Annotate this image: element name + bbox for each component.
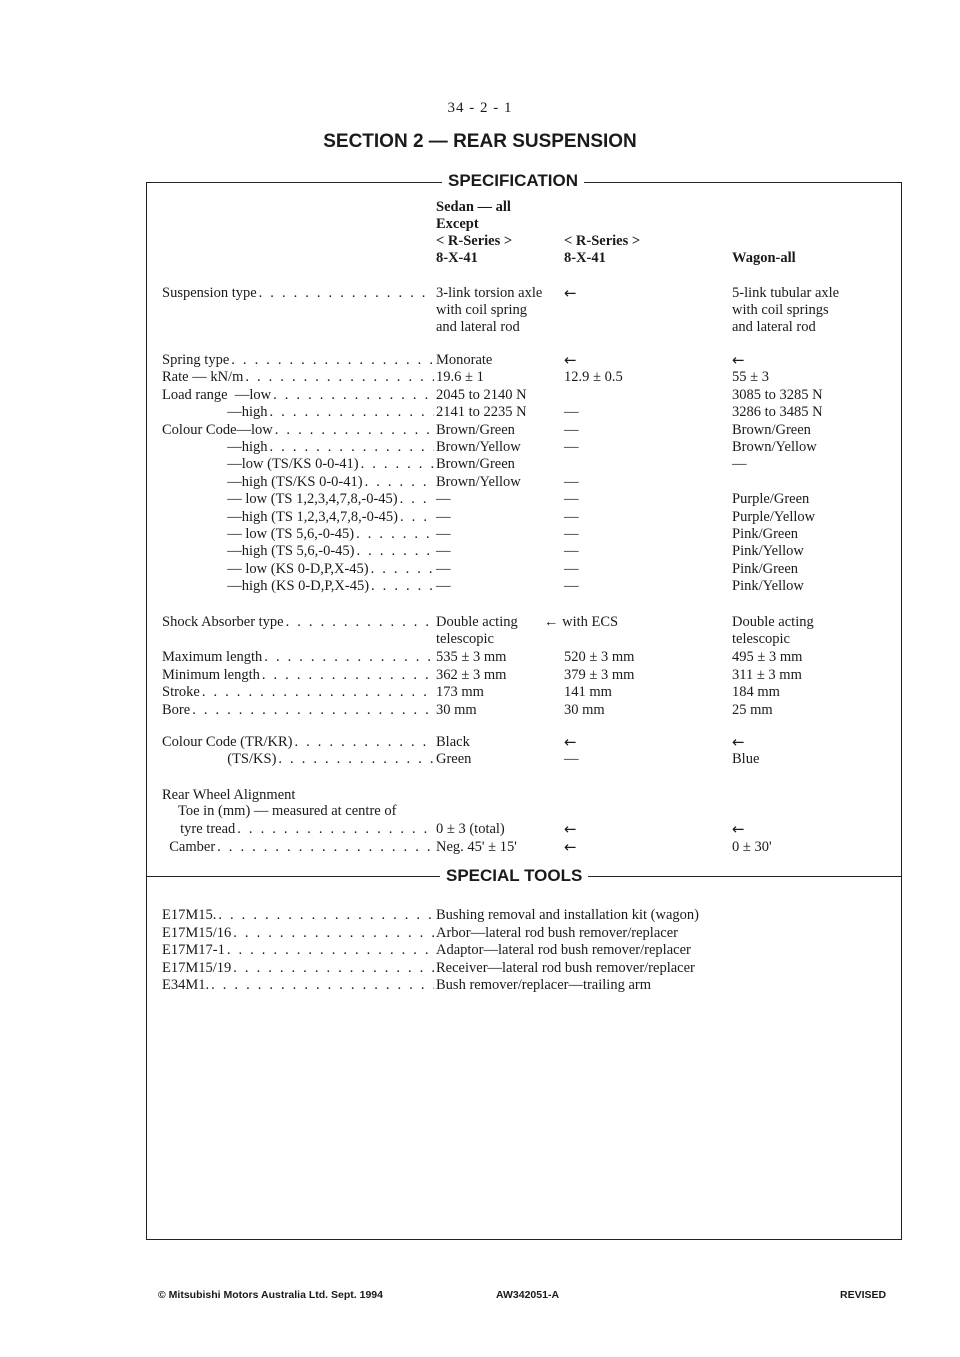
- col-header-1-line: < R-Series >: [436, 233, 513, 249]
- spec-label: —high (KS 0-D,P,X-45) . . .: [162, 578, 434, 595]
- same-as-arrow-icon: ←: [564, 733, 577, 751]
- tool-description: Arbor—lateral rod bush remover/replacer: [436, 924, 678, 941]
- spec-value: 311 ± 3 mm: [732, 666, 802, 683]
- spec-value: 2141 to 2235 N: [436, 404, 527, 421]
- spec-value: 520 ± 3 mm: [564, 649, 635, 665]
- col-header-1-line: Sedan — all: [436, 199, 511, 215]
- spec-label: —high (TS 5,6,-0-45) . . .: [162, 543, 434, 560]
- spec-label: — low (TS 5,6,-0-45) . . .: [162, 526, 434, 543]
- tool-code: E17M17-1 . . .: [162, 942, 434, 959]
- spec-value: telescopic: [732, 631, 790, 647]
- spec-value: 55 ± 3: [732, 369, 769, 386]
- spec-label: —high . . .: [162, 439, 434, 456]
- spec-value: Pink/Yellow: [732, 578, 804, 595]
- spec-value: Purple/Yellow: [732, 508, 816, 525]
- spec-value: 12.9 ± 0.5: [564, 369, 623, 386]
- tool-description: Adaptor—lateral rod bush remover/replacer: [436, 942, 691, 958]
- spec-value: —: [564, 543, 579, 560]
- footer-revised: REVISED: [840, 1289, 887, 1301]
- spec-value: —: [564, 751, 579, 767]
- spec-value: 30 mm: [436, 701, 477, 718]
- spec-value: 0 ± 30': [732, 839, 772, 855]
- spec-value: —: [564, 404, 579, 421]
- spec-label: —high . . .: [162, 404, 434, 421]
- spec-value: —: [564, 526, 579, 542]
- spec-value: 3286 to 3485 N: [732, 404, 823, 421]
- spec-value: 173 mm: [436, 684, 484, 700]
- spec-value: —: [436, 578, 451, 595]
- spec-value: —: [436, 560, 451, 577]
- spec-value: and lateral rod: [436, 319, 520, 335]
- spec-value: Brown/Green: [732, 421, 811, 438]
- same-as-arrow-icon: ←: [732, 733, 745, 751]
- spec-label: Bore . . .: [162, 702, 434, 719]
- spec-value: 3085 to 3285 N: [732, 386, 823, 403]
- tool-code: E34M1. . . .: [162, 977, 434, 994]
- spec-label: Rate — kN/m . . .: [162, 369, 434, 386]
- tools-heading: SPECIAL TOOLS: [440, 866, 588, 886]
- tool-code: E17M15. . . .: [162, 907, 434, 924]
- tool-description: Bush remover/replacer—trailing arm: [436, 977, 652, 993]
- footer-doc-code: AW342051-A: [496, 1289, 560, 1301]
- spec-value: 25 mm: [732, 701, 773, 718]
- spec-heading: SPECIFICATION: [442, 171, 584, 191]
- spec-value: Pink/Green: [732, 526, 799, 542]
- spec-value: Brown/Green: [436, 421, 515, 438]
- toe-intro: Toe in (mm) — measured at centre of: [178, 803, 397, 819]
- spec-value: 5-link tubular axle: [732, 285, 840, 301]
- spec-value: Neg. 45' ± 15': [436, 839, 517, 855]
- spec-label: —high (TS/KS 0-0-41) . . .: [162, 474, 434, 491]
- spec-value: 379 ± 3 mm: [564, 666, 635, 683]
- spec-value: Black: [436, 734, 470, 750]
- spec-value: 2045 to 2140 N: [436, 386, 527, 403]
- col-header-3: Wagon-all: [732, 250, 796, 266]
- spec-value: Blue: [732, 751, 760, 767]
- spec-value: Brown/Green: [436, 456, 515, 473]
- spec-value: —: [436, 508, 451, 525]
- spec-label: Spring type . . .: [162, 352, 434, 369]
- spec-value: —: [732, 456, 747, 473]
- spec-label: — low (TS 1,2,3,4,7,8,-0-45) . . .: [162, 491, 434, 508]
- spec-value: —: [564, 421, 579, 438]
- spec-value: Double acting: [436, 614, 518, 630]
- spec-value: 0 ± 3 (total): [436, 821, 505, 837]
- spec-value: Brown/Yellow: [436, 439, 521, 455]
- spec-value: Brown/Yellow: [436, 473, 521, 490]
- same-as-arrow-icon: ←: [564, 838, 577, 856]
- spec-value: 141 mm: [564, 684, 612, 700]
- spec-label: Maximum length . . .: [162, 649, 434, 666]
- page-number: 34 - 2 - 1: [447, 100, 513, 116]
- spec-value: Pink/Green: [732, 560, 799, 577]
- tool-description: Bushing removal and installation kit (wagon): [436, 907, 699, 923]
- spec-value: 362 ± 3 mm: [436, 666, 507, 683]
- spec-value: and lateral rod: [732, 319, 816, 335]
- spec-value: —: [564, 578, 579, 595]
- spec-label: tyre tread . . .: [162, 821, 434, 838]
- spec-value: with coil springs: [732, 302, 829, 318]
- spec-label: Shock Absorber type . . .: [162, 614, 434, 631]
- spec-value: 19.6 ± 1: [436, 369, 484, 386]
- spec-value: —: [436, 543, 451, 560]
- tool-description: Receiver—lateral rod bush remover/replacer: [436, 959, 695, 976]
- spec-value: ← with ECS: [544, 614, 619, 630]
- spec-label: — low (KS 0-D,P,X-45) . . .: [162, 561, 434, 578]
- spec-label: Camber . . .: [162, 839, 434, 856]
- spec-value: 495 ± 3 mm: [732, 649, 803, 665]
- footer-copyright: © Mitsubishi Motors Australia Ltd. Sept. 1994: [158, 1289, 383, 1301]
- spec-label: Minimum length . . .: [162, 667, 434, 684]
- spec-value: 184 mm: [732, 684, 780, 700]
- spec-value: Pink/Yellow: [732, 543, 804, 560]
- spec-value: 535 ± 3 mm: [436, 649, 507, 665]
- same-as-arrow-icon: ←: [732, 351, 745, 369]
- same-as-arrow-icon: ←: [732, 820, 745, 838]
- col-header-1-line: 8-X-41: [436, 250, 478, 266]
- spec-value: 30 mm: [564, 701, 605, 718]
- spec-value: —: [564, 560, 579, 577]
- spec-label: —low (TS/KS 0-0-41) . . .: [162, 456, 434, 473]
- spec-value: Brown/Yellow: [732, 439, 817, 455]
- same-as-arrow-icon: ←: [564, 351, 577, 369]
- spec-value: —: [436, 491, 451, 508]
- spec-value: 3-link torsion axle: [436, 285, 543, 301]
- section-title: SECTION 2 — REAR SUSPENSION: [323, 131, 637, 152]
- spec-value: Monorate: [436, 352, 493, 368]
- tool-code: E17M15/19 . . .: [162, 960, 434, 977]
- spec-label: —high (TS 1,2,3,4,7,8,-0-45) . . .: [162, 509, 434, 526]
- spec-value: —: [564, 439, 579, 455]
- spec-label: Load range —low . . .: [162, 387, 434, 404]
- spec-label: (TS/KS) . . .: [162, 751, 434, 768]
- spec-value: —: [564, 508, 579, 525]
- spec-label: Colour Code—low . . .: [162, 422, 434, 439]
- spec-value: Double acting: [732, 614, 814, 630]
- same-as-arrow-icon: ←: [564, 820, 577, 838]
- spec-value: with coil spring: [436, 302, 528, 318]
- col-header-2-line: < R-Series >: [564, 233, 641, 249]
- spec-value: telescopic: [436, 631, 494, 647]
- spec-label: Stroke . . .: [162, 684, 434, 701]
- same-as-arrow-icon: ←: [564, 284, 577, 302]
- spec-value: Purple/Green: [732, 491, 810, 508]
- spec-value: —: [564, 491, 579, 508]
- spec-label: Suspension type . . .: [162, 285, 434, 302]
- alignment-title: Rear Wheel Alignment: [162, 787, 296, 803]
- tool-code: E17M15/16 . . .: [162, 925, 434, 942]
- spec-label: Colour Code (TR/KR) . . .: [162, 734, 434, 751]
- col-header-1-line: Except: [436, 216, 479, 232]
- spec-value: —: [436, 526, 451, 542]
- col-header-2-line: 8-X-41: [564, 250, 606, 266]
- spec-value: Green: [436, 751, 472, 767]
- spec-value: —: [564, 473, 579, 490]
